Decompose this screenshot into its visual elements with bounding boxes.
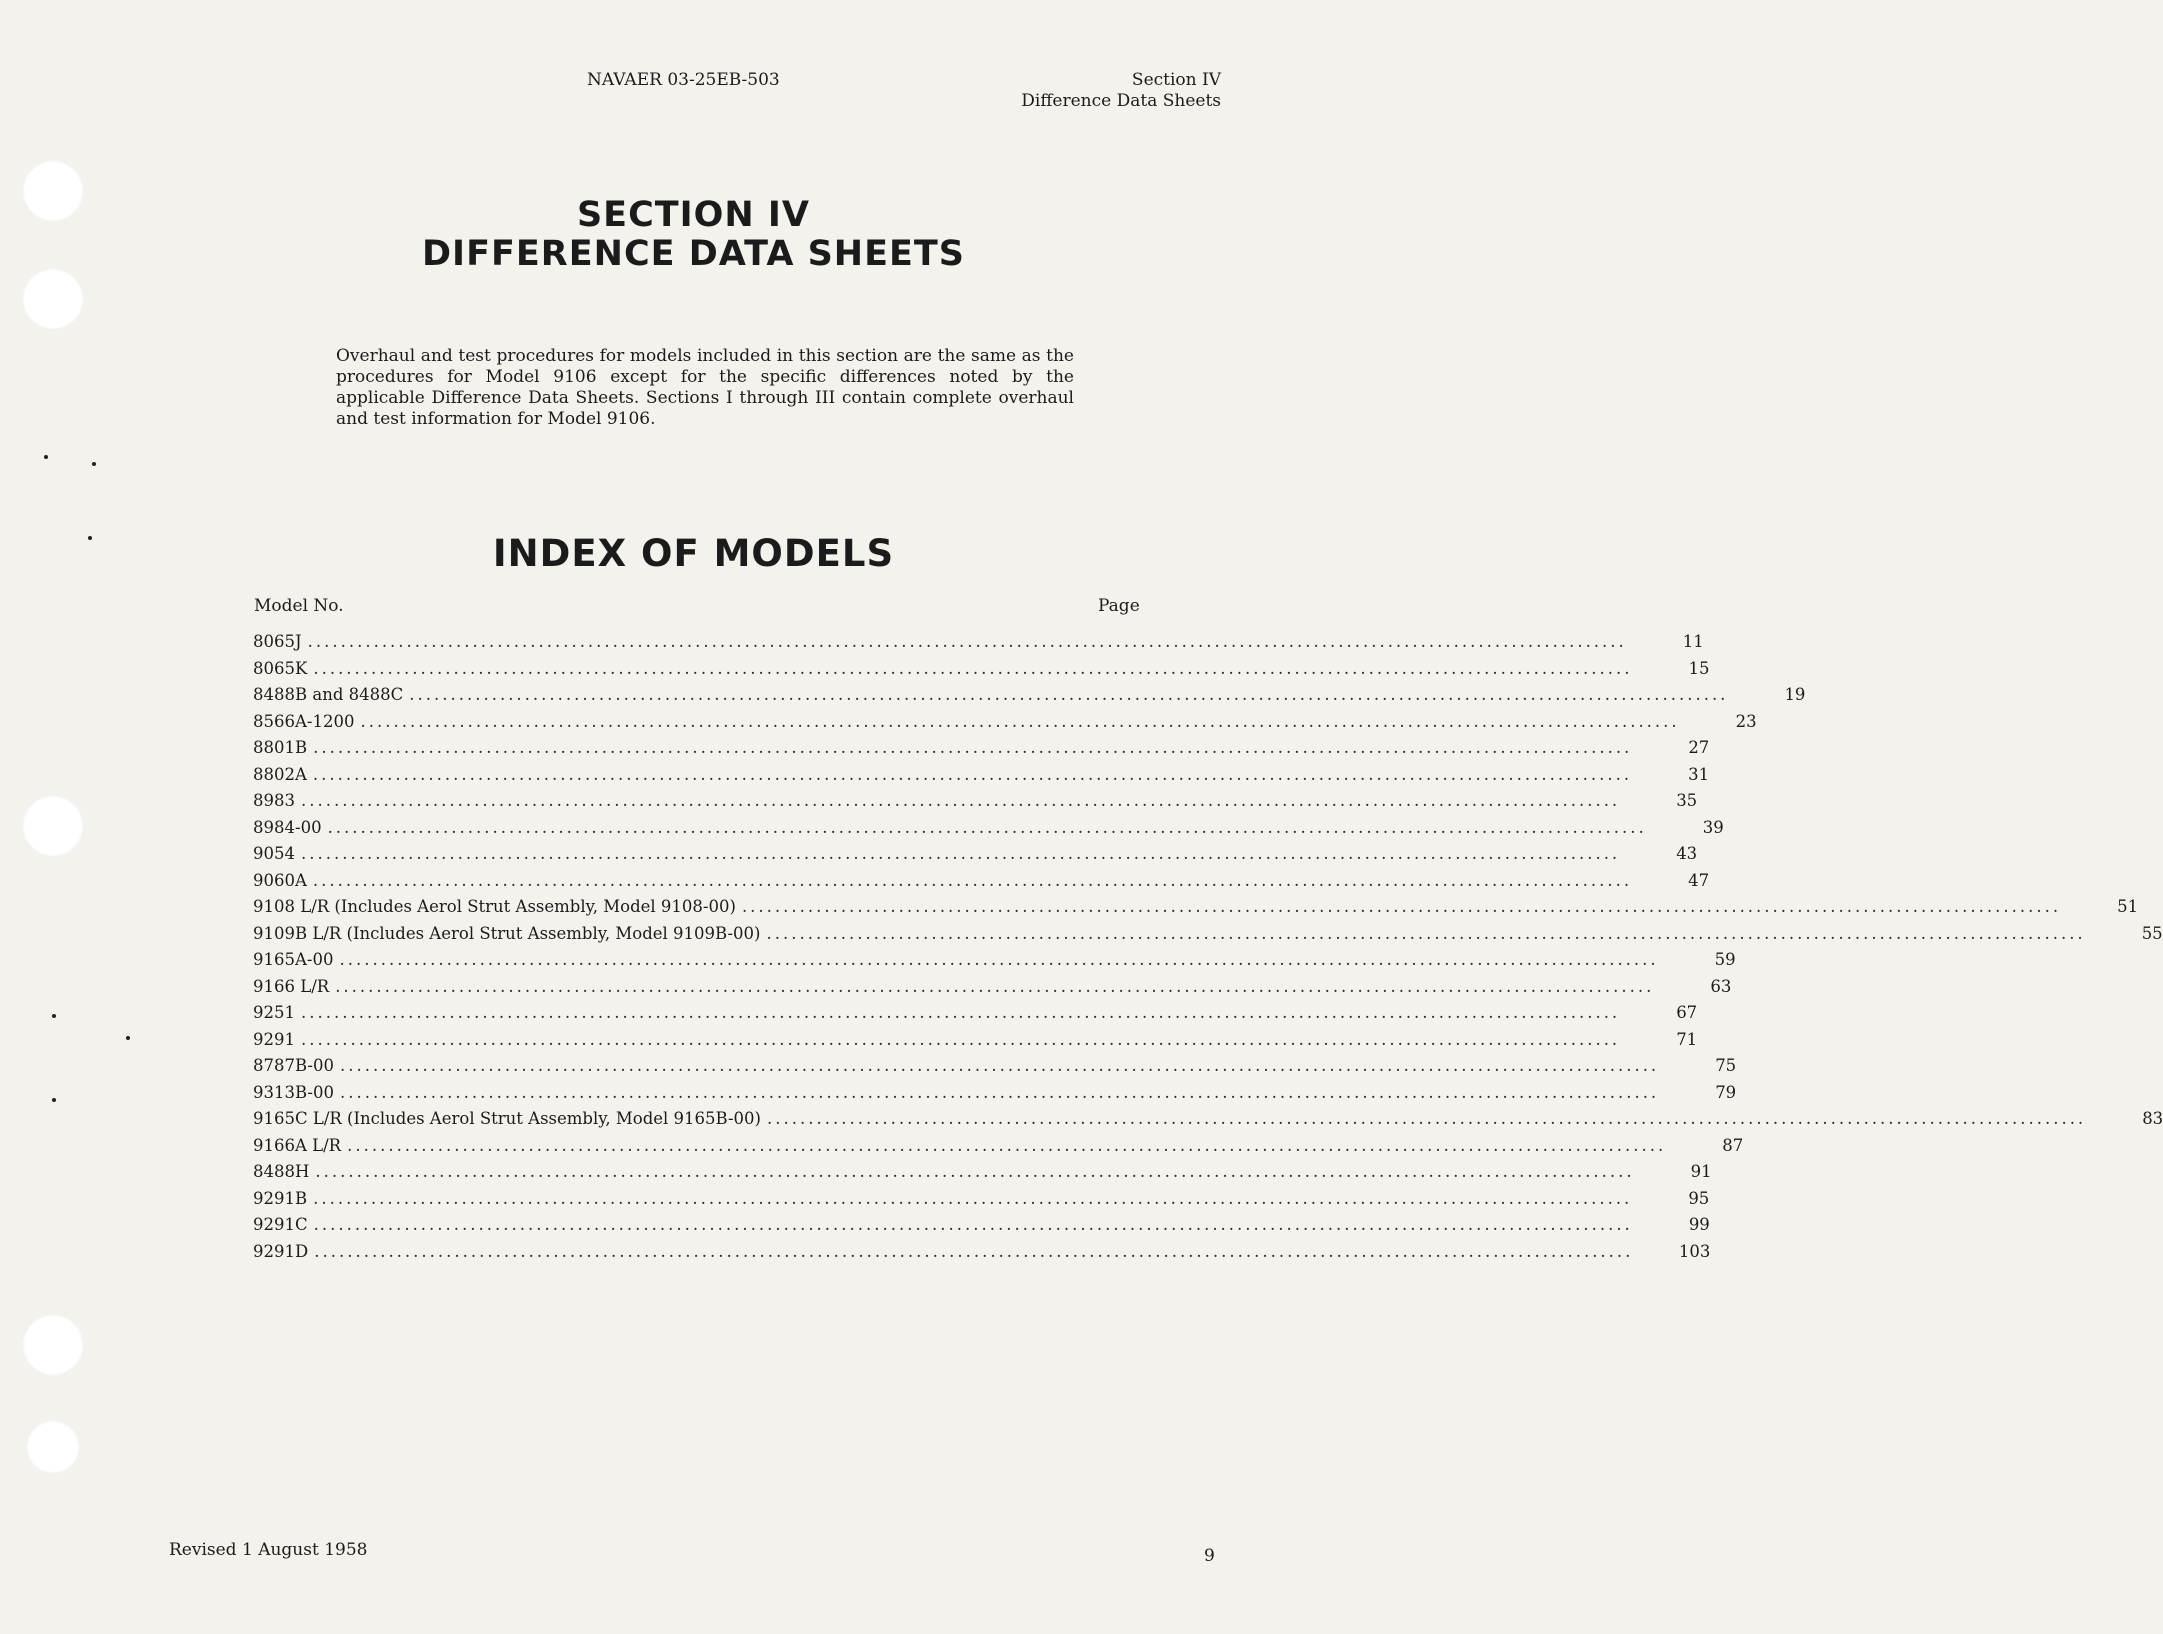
dot-leader: ................................................................................................................................................................ [766, 923, 2086, 943]
punch-hole [22, 795, 84, 857]
dot-leader: ................................................................................................................................................................ [313, 658, 1633, 678]
index-row [253, 791, 1698, 818]
speck [126, 1036, 130, 1040]
index-row-model: 9313B-00 [253, 1082, 334, 1102]
index-row [253, 685, 1806, 712]
index-row-model: 9165C L/R (Includes Aerol Strut Assembly, Model 9165B-00) [253, 1109, 761, 1128]
index-row-model: 8984-00 [253, 817, 322, 837]
index-row-page: 27 [1688, 738, 1710, 757]
dot-leader: ................................................................................................................................................................ [313, 1188, 1633, 1208]
intro-paragraph: Overhaul and test procedures for models included in this section are the same as the procedures for Model 9106 except for the specific differences noted by the applicable Difference Data Sheets. Sections I through III contain complete overhaul and test information for Model 9106. [336, 346, 1074, 429]
index-row-page: 55 [2141, 923, 2163, 943]
index-row-model: 9108 L/R (Includes Aerol Strut Assembly, Model 9108-00) [253, 897, 736, 916]
index-row-model: 9109B L/R (Includes Aerol Strut Assembly, Model 9109B-00) [253, 923, 761, 943]
dot-leader: ................................................................................................................................................................ [313, 1215, 1633, 1234]
index-row [253, 1056, 1737, 1083]
index-row-page: 91 [1690, 1162, 1712, 1181]
revision-date: Revised 1 August 1958 [169, 1540, 368, 1560]
index-row [253, 658, 1710, 686]
index-row [253, 817, 1724, 845]
dot-leader: ................................................................................................................................................................ [312, 870, 1633, 890]
index-row [253, 1003, 1698, 1030]
index-row-model: 9291 [253, 1029, 295, 1049]
dot-leader: ................................................................................................................................................................ [340, 1056, 1660, 1075]
index-row-model: 9251 [253, 1003, 295, 1022]
punch-hole [22, 268, 84, 330]
punch-hole [22, 1314, 84, 1376]
index-row-page: 79 [1715, 1082, 1737, 1102]
dot-leader: ................................................................................................................................................................ [327, 817, 1647, 837]
index-row-model: 9291C [253, 1215, 308, 1234]
index-row [253, 632, 1704, 659]
page-number: 9 [1204, 1546, 1215, 1566]
index-row-model: 8488B and 8488C [253, 685, 404, 704]
dot-leader: ................................................................................................................................................................ [340, 1082, 1660, 1102]
dot-leader: ................................................................................................................................................................ [301, 844, 1621, 863]
dot-leader: ................................................................................................................................................................ [347, 1135, 1667, 1155]
index-row-page: 83 [2142, 1109, 2163, 1128]
index-row [253, 1082, 1737, 1110]
index-row [253, 870, 1710, 898]
index-row [253, 738, 1710, 765]
index-row [253, 1162, 1712, 1189]
index-row-model: 8787B-00 [253, 1056, 334, 1075]
index-list [253, 632, 2163, 1268]
column-header-model: Model No. [254, 596, 344, 616]
index-row-page: 31 [1688, 764, 1710, 784]
index-row-model: 8065K [253, 658, 308, 678]
index-row [253, 950, 1736, 977]
index-row-page: 75 [1715, 1056, 1737, 1075]
section-title: SECTION IV [576, 195, 811, 235]
index-row-page: 103 [1678, 1241, 1711, 1261]
index-row-page: 59 [1714, 950, 1736, 969]
punch-hole [26, 1420, 80, 1474]
dot-leader: ................................................................................................................................................................ [741, 897, 2062, 916]
dot-leader: ................................................................................................................................................................ [360, 711, 1680, 731]
index-row [253, 711, 1757, 739]
index-row-page: 99 [1688, 1215, 1710, 1234]
index-row-model: 9291D [253, 1241, 309, 1261]
dot-leader: ................................................................................................................................................................ [301, 1003, 1621, 1022]
index-row-model: 8065J [253, 632, 302, 651]
dot-leader: ................................................................................................................................................................ [767, 1109, 2087, 1128]
index-row [253, 897, 2139, 924]
speck [52, 1014, 56, 1018]
dot-leader: ................................................................................................................................................................ [339, 950, 1659, 969]
index-row [253, 1109, 2163, 1136]
dot-leader: ................................................................................................................................................................ [313, 738, 1633, 757]
index-row-page: 39 [1702, 817, 1724, 837]
index-row-page: 23 [1735, 711, 1757, 731]
dot-leader: ................................................................................................................................................................ [314, 1241, 1634, 1261]
index-row-page: 11 [1682, 632, 1704, 651]
index-row-model: 8488H [253, 1162, 310, 1181]
section-subtitle: DIFFERENCE DATA SHEETS [422, 234, 965, 274]
index-row-page: 63 [1710, 976, 1732, 996]
column-header-page: Page [1098, 596, 1140, 616]
index-row-page: 51 [2117, 897, 2139, 916]
dot-leader: ................................................................................................................................................................ [409, 685, 1729, 704]
document-number: NAVAER 03-25EB-503 [587, 70, 780, 90]
running-header-subtitle: Difference Data Sheets [1021, 91, 1221, 111]
dot-leader: ................................................................................................................................................................ [301, 1029, 1621, 1049]
index-row [253, 764, 1710, 792]
index-row-model: 8983 [253, 791, 295, 810]
speck [92, 462, 96, 466]
running-header-section: Section IV [1131, 70, 1221, 90]
index-row [253, 1241, 1711, 1269]
index-row-model: 9291B [253, 1188, 308, 1208]
index-row-model: 9060A [253, 870, 307, 890]
speck [44, 455, 48, 459]
dot-leader: ................................................................................................................................................................ [315, 1162, 1635, 1181]
index-row-page: 71 [1676, 1029, 1698, 1049]
index-row-model: 9166 L/R [253, 976, 330, 996]
dot-leader: ................................................................................................................................................................ [307, 632, 1627, 651]
index-row [253, 1188, 1710, 1216]
index-row [253, 1215, 1710, 1242]
index-row-model: 8566A-1200 [253, 711, 355, 731]
index-row-model: 9166A L/R [253, 1135, 342, 1155]
index-row [253, 976, 1732, 1004]
dot-leader: ................................................................................................................................................................ [312, 764, 1633, 784]
index-row-page: 43 [1676, 844, 1698, 863]
index-row-page: 19 [1784, 685, 1806, 704]
index-row [253, 1135, 1744, 1163]
index-row-page: 67 [1676, 1003, 1698, 1022]
index-row-model: 8801B [253, 738, 308, 757]
dot-leader: ................................................................................................................................................................ [301, 791, 1621, 810]
index-row-page: 87 [1722, 1135, 1744, 1155]
index-row-page: 15 [1688, 658, 1710, 678]
index-row-page: 47 [1688, 870, 1710, 890]
index-title: INDEX OF MODELS [492, 532, 895, 575]
index-row [253, 923, 2163, 951]
index-row-model: 9054 [253, 844, 295, 863]
index-row-model: 8802A [253, 764, 307, 784]
speck [52, 1098, 56, 1102]
dot-leader: ................................................................................................................................................................ [335, 976, 1655, 996]
running-header [1021, 70, 1221, 112]
index-row [253, 1029, 1698, 1057]
index-row [253, 844, 1698, 871]
index-row-page: 95 [1688, 1188, 1710, 1208]
index-row-page: 35 [1676, 791, 1698, 810]
index-row-model: 9165A-00 [253, 950, 334, 969]
